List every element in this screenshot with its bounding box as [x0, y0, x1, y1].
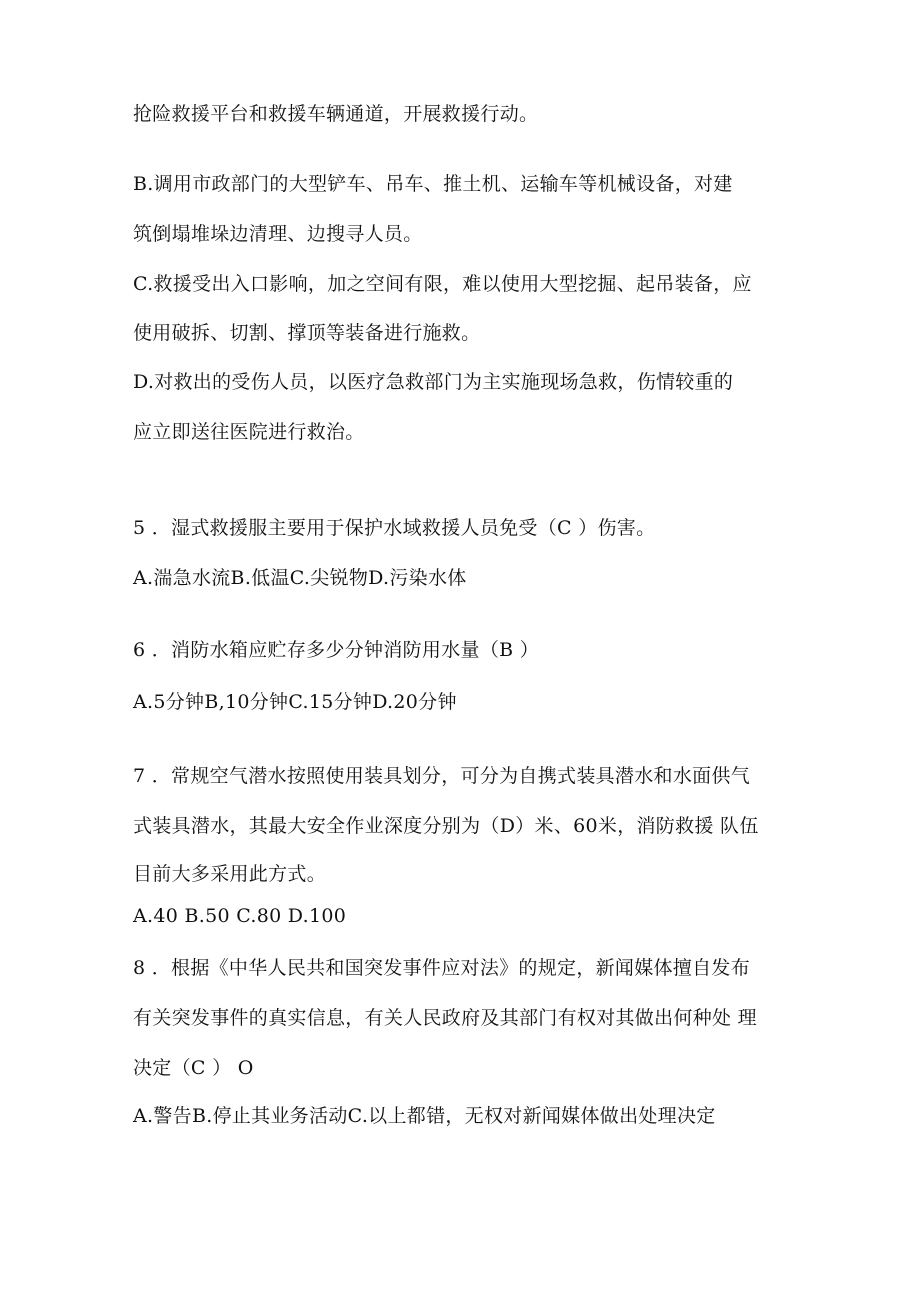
option-b-line-1: B.调用市政部门的大型铲车、吊车、推土机、运输车等机械设备，对建: [133, 173, 733, 195]
question-8-line-2: 有关突发事件的真实信息，有关人民政府及其部门有权对其做出何种处 理: [133, 1007, 757, 1029]
option-c-line-1: C.救援受出入口影响，加之空间有限，难以使用大型挖掘、起吊装备，应: [133, 273, 752, 295]
question-5-options: A.湍急水流B.低温C.尖锐物D.污染水体: [133, 567, 467, 589]
option-c-line-2: 使用破拆、切割、撑顶等装备进行施救。: [133, 322, 481, 344]
question-8-line-3: 决定（C ） O: [133, 1057, 254, 1079]
question-8-line-1: 8 ．根据《中华人民共和国突发事件应对法》的规定，新闻媒体擅自发布: [133, 957, 751, 979]
question-7-line-2: 式装具潜水，其最大安全作业深度分别为（D）米、60米，消防救援 队伍: [133, 815, 759, 837]
question-7-line-1: 7 ．常规空气潜水按照使用装具划分，可分为自携式装具潜水和水面供气: [133, 765, 751, 787]
question-7-options: A.40 B.50 C.80 D.100: [133, 905, 347, 927]
text-line: 抢险救援平台和救援车辆通道，开展救援行动。: [133, 103, 539, 125]
question-7-line-3: 目前大多采用此方式。: [133, 863, 327, 885]
option-b-line-2: 筑倒塌堆垛边清理、边搜寻人员。: [133, 223, 423, 245]
question-6: 6 ．消防水箱应贮存多少分钟消防用水量（B ）: [133, 639, 540, 661]
option-d-line-2: 应立即送往医院进行救治。: [133, 421, 365, 443]
question-5: 5 ．湿式救援服主要用于保护水域救援人员免受（C ）伤害。: [133, 517, 656, 539]
question-8-options: A.警告B.停止其业务活动C.以上都错，无权对新闻媒体做出处理决定: [133, 1105, 716, 1127]
question-6-options: A.5分钟B,10分钟C.15分钟D.20分钟: [133, 691, 457, 713]
option-d-line-1: D.对救出的受伤人员，以医疗急救部门为主实施现场急救，伤情较重的: [133, 371, 734, 393]
